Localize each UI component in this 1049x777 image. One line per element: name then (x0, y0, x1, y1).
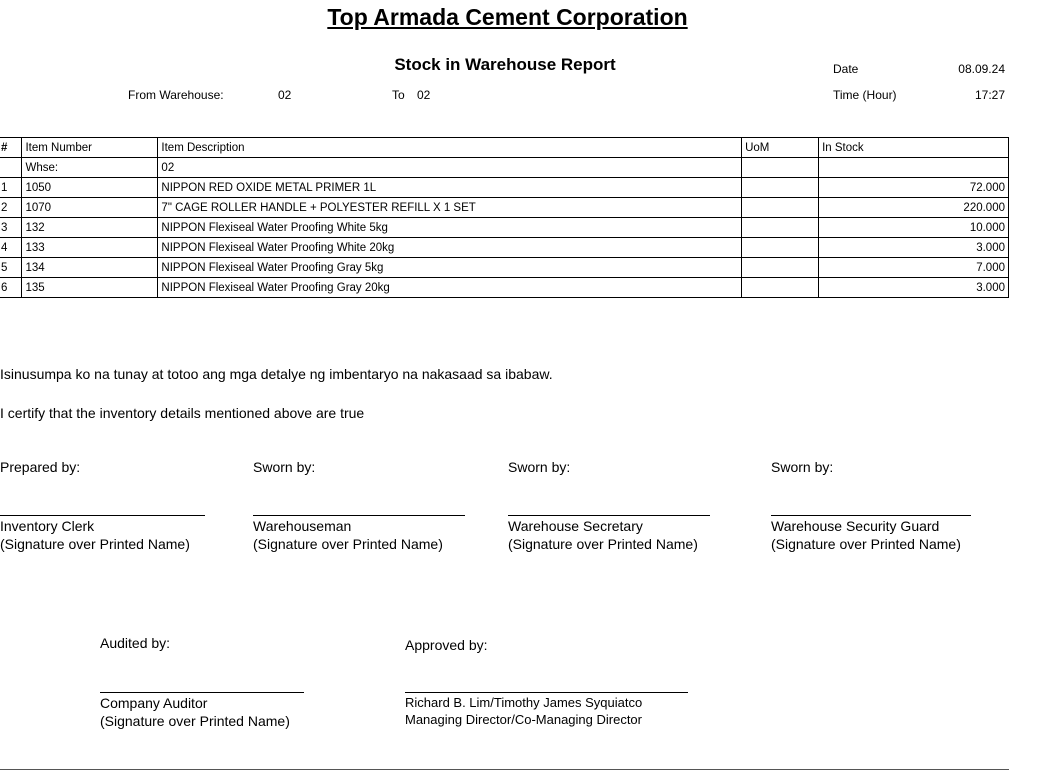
signatory-block-sworn-2 (508, 517, 698, 553)
item-in-stock: 72.000 (819, 178, 1009, 198)
table-row (0, 178, 1009, 198)
item-uom (742, 238, 819, 258)
row-number: 3 (0, 218, 22, 238)
row-number: 1 (0, 178, 22, 198)
header-uom: UoM (742, 138, 819, 158)
table-row (0, 198, 1009, 218)
item-uom (742, 198, 819, 218)
table-row (0, 278, 1009, 298)
item-description: NIPPON Flexiseal Water Proofing Gray 5kg (158, 258, 742, 278)
item-in-stock: 7.000 (819, 258, 1009, 278)
row-number: 4 (0, 238, 22, 258)
signatory-note: (Signature over Printed Name) (0, 536, 190, 552)
signatory-block-approved (405, 694, 642, 728)
signatory-note: Managing Director/Co-Managing Director (405, 712, 642, 727)
time-label: Time (Hour) (833, 88, 897, 102)
signatory-block-sworn-1 (253, 517, 443, 553)
table-row (0, 218, 1009, 238)
signatory-note: (Signature over Printed Name) (508, 536, 698, 552)
item-in-stock: 3.000 (819, 238, 1009, 258)
sworn-by-label-3: Sworn by: (771, 459, 834, 475)
item-number: 1050 (22, 178, 158, 198)
item-uom (742, 258, 819, 278)
date-label: Date (833, 62, 859, 76)
item-number: 1070 (22, 198, 158, 218)
signature-line-sworn-3 (771, 515, 971, 516)
to-warehouse-label: To (392, 88, 405, 102)
signatory-block-audited (100, 694, 290, 730)
signatory-role: Richard B. Lim/Timothy James Syquiatco (405, 695, 643, 710)
item-description: 7" CAGE ROLLER HANDLE + POLYESTER REFILL X 1 SET (158, 198, 742, 218)
signatory-role: Warehouse Secretary (508, 518, 643, 534)
signatory-block-prepared (0, 517, 190, 553)
item-description: NIPPON RED OXIDE METAL PRIMER 1L (158, 178, 742, 198)
signature-line-audited (100, 692, 304, 693)
signatory-role: Company Auditor (100, 695, 208, 711)
signatory-note: (Signature over Printed Name) (771, 536, 961, 552)
item-description: NIPPON Flexiseal Water Proofing Gray 20kg (158, 278, 742, 298)
header-in-stock: In Stock (819, 138, 1009, 158)
date-value: 08.09.24 (958, 62, 1005, 76)
whse-value: 02 (158, 158, 742, 178)
certification-statement: I certify that the inventory details mentioned above are true (0, 405, 365, 421)
signatory-role: Warehouseman (253, 518, 352, 534)
company-name: Top Armada Cement Corporation (327, 4, 688, 30)
from-warehouse-label: From Warehouse: (128, 88, 224, 102)
table-row (0, 238, 1009, 258)
item-number: 133 (22, 238, 158, 258)
item-number: 132 (22, 218, 158, 238)
signatory-note: (Signature over Printed Name) (100, 713, 290, 729)
table-header-row (0, 138, 1009, 158)
prepared-by-label: Prepared by: (0, 459, 81, 475)
report-title: Stock in Warehouse Report (394, 55, 616, 74)
signature-line-prepared (0, 515, 205, 516)
audited-by-label: Audited by: (100, 635, 171, 651)
item-description: NIPPON Flexiseal Water Proofing White 5kg (158, 218, 742, 238)
row-number: 2 (0, 198, 22, 218)
signatory-note: (Signature over Printed Name) (253, 536, 443, 552)
item-uom (742, 178, 819, 198)
header-item-description: Item Description (158, 138, 742, 158)
row-number: 6 (0, 278, 22, 298)
item-uom (742, 278, 819, 298)
row-number: 5 (0, 258, 22, 278)
item-number: 135 (22, 278, 158, 298)
sworn-by-label-2: Sworn by: (508, 459, 571, 475)
approved-by-label: Approved by: (405, 637, 488, 653)
footer-divider (0, 769, 1009, 770)
item-description: NIPPON Flexiseal Water Proofing White 20kg (158, 238, 742, 258)
oath-statement-filipino: Isinusumpa ko na tunay at totoo ang mga detalye ng imbentaryo na nakasaad sa ibabaw. (0, 366, 553, 382)
item-number: 134 (22, 258, 158, 278)
warehouse-row (0, 158, 1009, 178)
signature-line-sworn-2 (508, 515, 710, 516)
whse-label: Whse: (22, 158, 158, 178)
header-hash: # (0, 138, 22, 158)
signatory-role: Warehouse Security Guard (771, 518, 940, 534)
from-warehouse-value: 02 (278, 88, 292, 102)
table-row (0, 258, 1009, 278)
to-warehouse-value: 02 (417, 88, 431, 102)
item-in-stock: 3.000 (819, 278, 1009, 298)
header-item-number: Item Number (22, 138, 158, 158)
signatory-block-sworn-3 (771, 517, 961, 553)
stock-table (0, 137, 1009, 298)
signature-line-approved (405, 692, 688, 693)
signature-line-sworn-1 (253, 515, 465, 516)
item-uom (742, 218, 819, 238)
signatory-role: Inventory Clerk (0, 518, 95, 534)
sworn-by-label-1: Sworn by: (253, 459, 316, 475)
item-in-stock: 220.000 (819, 198, 1009, 218)
time-value: 17:27 (974, 88, 1005, 102)
item-in-stock: 10.000 (819, 218, 1009, 238)
